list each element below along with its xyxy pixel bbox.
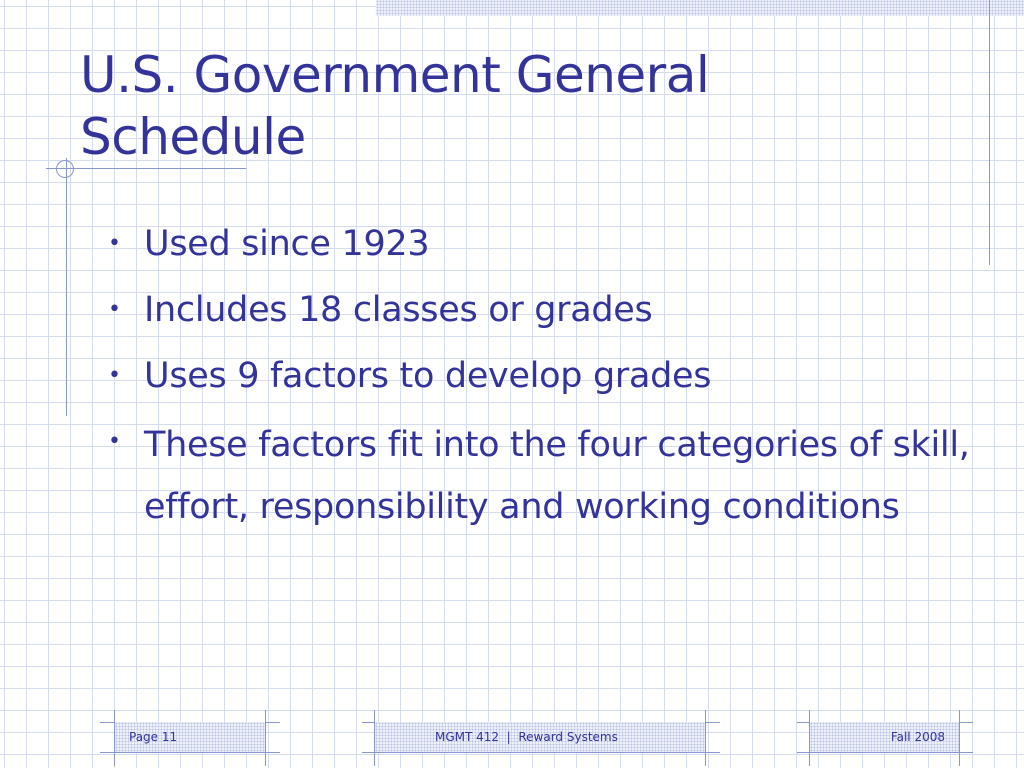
bullet-dot-icon: • (108, 231, 121, 256)
bullet-item (104, 282, 984, 338)
bullet-text: Uses 9 factors to develop grades (144, 356, 712, 396)
slide-title (80, 44, 940, 168)
slide-title-line-1: U.S. Government General (80, 45, 710, 104)
bullet-item (104, 216, 984, 272)
bullet-text: These factors fit into the four categories of skill, effort, responsibility and working conditions (144, 425, 970, 527)
left-vertical-line (66, 158, 67, 416)
footer-page-box (115, 722, 265, 752)
bullet-dot-icon: • (108, 429, 121, 454)
top-dotted-band (376, 0, 1024, 16)
footer-course-box (375, 722, 705, 752)
footer-left-crossline-b (265, 710, 266, 766)
footer-term: Fall 2008 (890, 730, 945, 744)
footer-term-box (810, 722, 959, 752)
footer-center-hline-bottom (362, 752, 720, 753)
title-underline (46, 168, 246, 169)
footer-right-hline-bottom (797, 752, 973, 753)
corner-circle-ornament (56, 160, 74, 178)
bullet-text: Used since 1923 (144, 224, 430, 264)
bullet-item (104, 414, 984, 538)
bullet-text: Includes 18 classes or grades (144, 290, 653, 330)
bullet-item (104, 348, 984, 404)
bullet-list (104, 216, 984, 548)
footer-page-number: Page 11 (129, 730, 178, 744)
slide-title-line-2: Schedule (80, 107, 306, 166)
footer-right-crossline-b (959, 710, 960, 766)
footer-left-hline-bottom (100, 752, 280, 753)
footer-course-name: MGMT 412 | Reward Systems (435, 730, 618, 744)
bullet-dot-icon: • (108, 297, 121, 322)
footer-center-crossline-b (705, 710, 706, 766)
right-vertical-line (989, 0, 990, 265)
bullet-dot-icon: • (108, 363, 121, 388)
